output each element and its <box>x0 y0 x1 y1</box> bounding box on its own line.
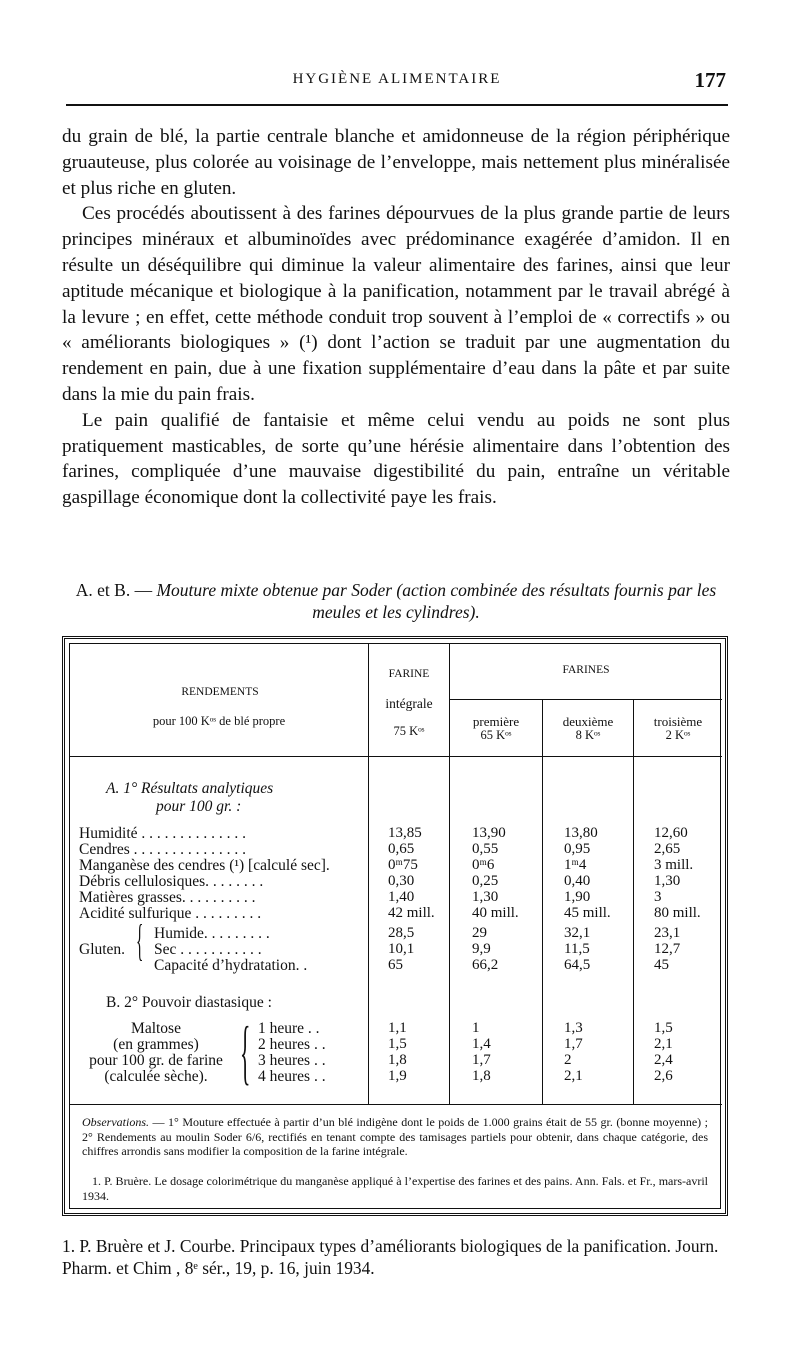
maltose-row-label: 3 heures . . <box>258 1052 326 1069</box>
gluten-label: Gluten. <box>79 941 126 958</box>
maltose-row-value: 1,5 <box>388 1036 407 1052</box>
data-table <box>62 636 728 1216</box>
analysis-row-value: 2,65 <box>654 841 681 857</box>
header-premiere: première <box>472 714 520 729</box>
gluten-row-value: 66,2 <box>472 957 499 973</box>
caption-text: Mouture mixte obtenue par Soder (action combinée des résultats fournis par les meules et les cylindres). <box>156 580 717 622</box>
head-divider <box>450 699 722 700</box>
page-number: 177 <box>694 68 726 92</box>
gluten-row-value: 28,5 <box>388 925 415 941</box>
analysis-row-value: 0ᵐ75 <box>388 857 418 873</box>
observations <box>82 1115 708 1159</box>
analysis-row-value: 13,85 <box>388 825 422 841</box>
maltose-row-label: 2 heures . . <box>258 1036 326 1053</box>
maltose-row-value: 2,4 <box>654 1052 673 1068</box>
col-divider <box>449 644 450 1104</box>
maltose-row-value: 1,8 <box>388 1052 407 1068</box>
analysis-row-value: 1ᵐ4 <box>564 857 587 873</box>
analysis-row-value: 40 mill. <box>472 905 519 921</box>
analysis-row-value: 1,40 <box>388 889 415 905</box>
observations-title: Observations. <box>82 1115 149 1129</box>
maltose-label: Maltose <box>131 1020 181 1037</box>
gluten-row-value: 10,1 <box>388 941 415 957</box>
section-a-title: A. 1° Résultats analytiques <box>106 780 274 797</box>
maltose-row-value: 1,7 <box>564 1036 583 1052</box>
analysis-row-label: Matières grasses. . . . . . . . . . <box>79 889 256 906</box>
caption-prefix: A. et B. — <box>75 580 157 600</box>
maltose-brace: { <box>240 1012 251 1092</box>
footnote: 1. P. Bruère et J. Courbe. Principaux types d’améliorants biologiques de la panification. Journ. Pharm. et Chim , 8ᵉ sér., 19, p. 16, juin 1934. <box>62 1236 719 1278</box>
analysis-row-value: 0,25 <box>472 873 499 889</box>
paragraph-3: Le pain qualifié de fantaisie et même celui vendu au poids ne sont plus pratiquement masticables, de sorte qu’une hérésie alimentaire dans l’obtention des farines, compliquée d’une mauvaise digestibilité du pain, entraîne un véritable gaspillage économique dont la collectivité paye les frais. <box>62 409 730 509</box>
running-head <box>66 68 728 92</box>
maltose-row-value: 1,5 <box>654 1020 673 1036</box>
analysis-row-value: 3 mill. <box>654 857 694 873</box>
maltose-row-label: 4 heures . . <box>258 1068 326 1085</box>
header-premiere-kg: 65 Kᵒˢ <box>480 728 512 742</box>
header-deuxieme: deuxième <box>562 714 614 729</box>
analysis-row-label: Acidité sulfurique . . . . . . . . . <box>79 905 262 922</box>
col-divider <box>633 699 634 1104</box>
analysis-row-label: Débris cellulosiques. . . . . . . . <box>79 873 264 890</box>
analysis-row-value: 0,95 <box>564 841 591 857</box>
maltose-row-value: 1,3 <box>564 1020 583 1036</box>
maltose-label: pour 100 gr. de farine <box>89 1052 223 1069</box>
gluten-row-label: Sec . . . . . . . . . . . <box>154 941 262 958</box>
table-caption <box>62 579 730 623</box>
header-rule <box>66 104 728 106</box>
maltose-row-value: 1,7 <box>472 1052 491 1068</box>
head-rule <box>70 756 722 757</box>
header-deuxieme-kg: 8 Kᵒˢ <box>575 728 601 742</box>
body-text <box>62 124 730 511</box>
gluten-row-value: 11,5 <box>564 941 590 957</box>
maltose-row-value: 2 <box>564 1052 572 1068</box>
analysis-row-value: 80 mill. <box>654 905 701 921</box>
header-farines: FARINES <box>562 664 610 676</box>
header-rendements: RENDEMENTS <box>181 686 259 698</box>
analysis-row-label: Manganèse des cendres (¹) [calculé sec]. <box>79 857 330 874</box>
gluten-row-value: 29 <box>472 925 487 941</box>
header-farine: FARINE <box>388 668 430 680</box>
paragraph-2: Ces procédés aboutissent à des farines dépourvues de la plus grande partie de leurs principes minéraux et albuminoïdes avec prédominance exagérée d’amidon. Il en résulte un déséquilibre qui diminue la valeur alimentaire des farines, ainsi que leur aptitude mécanique et biologique à la panification, notamment par le travail abrégé à la levure ; en effet, cette méthode conduit trop souvent à l’emploi de « correctifs » ou « améliorants biologiques » (¹) dont l’action se traduit par une augmentation du rendement en pain, due à une fixation supplémentaire d’eau dans la pâte et par suite dans la mie du pain frais. <box>62 203 730 405</box>
gluten-row-value: 45 <box>654 957 669 973</box>
analysis-row-value: 0,30 <box>388 873 415 889</box>
analysis-row-value: 42 mill. <box>388 905 435 921</box>
analysis-row-value: 0ᵐ6 <box>472 857 495 873</box>
analysis-row-value: 1,30 <box>472 889 499 905</box>
analysis-row-value: 0,65 <box>388 841 415 857</box>
analysis-row-value: 1,30 <box>654 873 681 889</box>
gluten-row-value: 12,7 <box>654 941 681 957</box>
gluten-row-value: 23,1 <box>654 925 681 941</box>
maltose-row-value: 2,1 <box>564 1068 583 1084</box>
header-per: pour 100 Kᵒˢ de blé propre <box>152 714 286 728</box>
gluten-row-label: Humide. . . . . . . . . <box>154 925 270 942</box>
running-title: HYGIÈNE ALIMENTAIRE <box>292 71 502 87</box>
maltose-row-value: 1,8 <box>472 1068 491 1084</box>
col-divider <box>368 644 369 1104</box>
analysis-row-value: 12,60 <box>654 825 688 841</box>
gluten-row-value: 65 <box>388 957 403 973</box>
analysis-row-value: 0,40 <box>564 873 591 889</box>
header-troisieme: troisième <box>653 714 703 729</box>
analysis-row-value: 45 mill. <box>564 905 611 921</box>
paragraph-1: du grain de blé, la partie centrale blanche et amidonneuse de la région périphérique gruauteuse, plus colorée au voisinage de l’enveloppe, mais nettement plus minéralisée et plus riche en gluten. <box>62 126 730 199</box>
maltose-row-value: 1,1 <box>388 1020 407 1036</box>
maltose-row-value: 1 <box>472 1020 480 1036</box>
gluten-brace: { <box>136 916 144 965</box>
analysis-row-label: Cendres . . . . . . . . . . . . . . . <box>79 841 247 858</box>
gluten-row-value: 9,9 <box>472 941 491 957</box>
analysis-row-value: 3 <box>654 889 662 905</box>
maltose-row-label: 1 heure . . <box>258 1020 320 1037</box>
table-inner <box>69 643 721 1209</box>
maltose-row-value: 2,6 <box>654 1068 673 1084</box>
section-a-subtitle: pour 100 gr. : <box>156 798 242 815</box>
maltose-label: (en grammes) <box>113 1036 199 1053</box>
maltose-row-value: 1,9 <box>388 1068 407 1084</box>
header-integrale-kg: 75 Kᵒˢ <box>393 724 425 738</box>
header-troisieme-kg: 2 Kᵒˢ <box>665 728 691 742</box>
analysis-row-value: 1,90 <box>564 889 591 905</box>
maltose-label: (calculée sèche). <box>104 1068 208 1085</box>
maltose-row-value: 2,1 <box>654 1036 673 1052</box>
observations-note: 1. P. Bruère. Le dosage colorimétrique du manganèse appliqué à l’expertise des farines et des pains. Ann. Fals. et Fr., mars-avril 1934. <box>82 1174 708 1203</box>
analysis-row-value: 13,80 <box>564 825 598 841</box>
analysis-row-label: Humidité . . . . . . . . . . . . . . <box>79 825 247 842</box>
section-b-title: B. 2° Pouvoir diastasique : <box>106 994 272 1011</box>
maltose-row-value: 1,4 <box>472 1036 491 1052</box>
gluten-row-value: 32,1 <box>564 925 591 941</box>
analysis-row-value: 0,55 <box>472 841 499 857</box>
header-integrale: intégrale <box>385 696 433 711</box>
observations-text: — 1° Mouture effectuée à partir d’un blé indigène dont le poids de 1.000 grains était de 55 gr. (bonne moyenne) ; 2° Rendements au moulin Soder 6/6, rectifiés en tenant compte des tamisages partiels pour obtenir, dans chaque catégorie, des chiffres arrondis sans modifier la composition de la farine intégrale. <box>82 1115 708 1158</box>
analysis-row-value: 13,90 <box>472 825 506 841</box>
obs-rule <box>70 1104 722 1105</box>
col-divider <box>542 699 543 1104</box>
gluten-row-value: 64,5 <box>564 957 591 973</box>
gluten-row-label: Capacité d’hydratation. . <box>154 957 308 974</box>
